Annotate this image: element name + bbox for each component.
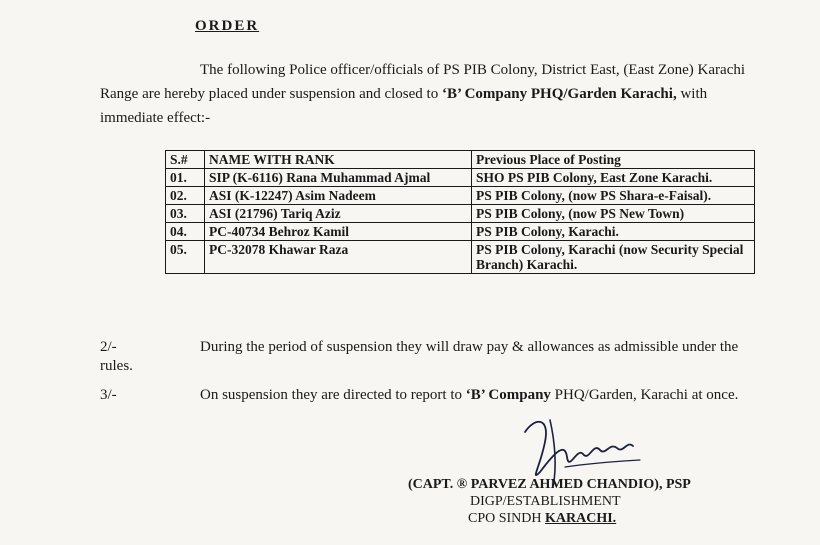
signatory-office	[468, 510, 800, 527]
signatory-name: (CAPT. ® PARVEZ AHMED CHANDIO), PSP	[408, 477, 691, 492]
cell-posting: PS PIB Colony, Karachi (now Security Special Branch) Karachi.	[472, 241, 755, 274]
header-name: NAME WITH RANK	[205, 151, 472, 169]
cell-name: PC-40734 Behroz Kamil	[205, 223, 472, 241]
cell-posting: PS PIB Colony, (now PS Shara-e-Faisal).	[472, 187, 755, 205]
cell-sn: 02.	[166, 187, 205, 205]
paragraph-3-number: 3/-	[100, 387, 117, 403]
paragraph-1-text-a: The following Police officer/officials of PS PIB Colony, District East, (East Zone) Karachi Range are hereby placed under suspension and closed to	[100, 62, 746, 102]
paragraph-1-text-c: with immediate effect:-	[100, 86, 708, 126]
paragraph-3	[100, 386, 765, 405]
signatory-designation: DIGP/ESTABLISHMENT	[470, 494, 621, 509]
cell-posting: SHO PS PIB Colony, East Zone Karachi.	[472, 169, 755, 187]
table-header-row	[166, 151, 755, 169]
table-row	[166, 241, 755, 274]
table-row	[166, 223, 755, 241]
signatory-office-b: KARACHI.	[545, 511, 617, 526]
cell-sn: 01.	[166, 169, 205, 187]
cell-name: ASI (21796) Tariq Aziz	[205, 205, 472, 223]
cell-sn: 03.	[166, 205, 205, 223]
cell-name: PC-32078 Khawar Raza	[205, 241, 472, 274]
cell-name: ASI (K-12247) Asim Nadeem	[205, 187, 472, 205]
signatory-office-a: CPO SINDH	[468, 511, 546, 526]
paragraph-2-text: During the period of suspension they will draw pay & allowances as admissible under the rules.	[100, 339, 739, 374]
paragraph-3-text-c: PHQ/Garden, Karachi at once.	[550, 387, 739, 403]
signature-block	[400, 476, 800, 527]
cell-posting: PS PIB Colony, Karachi.	[472, 223, 755, 241]
paragraph-2-number: 2/-	[100, 339, 117, 355]
cell-sn: 05.	[166, 241, 205, 274]
cell-name: SIP (K-6116) Rana Muhammad Ajmal	[205, 169, 472, 187]
table-row	[166, 205, 755, 223]
cell-sn: 04.	[166, 223, 205, 241]
header-sn: S.#	[166, 151, 205, 169]
table-row	[166, 187, 755, 205]
table-row	[166, 169, 755, 187]
officials-table	[165, 150, 755, 274]
cell-posting: PS PIB Colony, (now PS New Town)	[472, 205, 755, 223]
paragraph-2	[100, 338, 765, 376]
paragraph-1	[100, 58, 765, 130]
paragraph-3-bold: ‘B’ Company	[465, 387, 551, 403]
document-title: ORDER	[195, 18, 260, 34]
header-posting: Previous Place of Posting	[472, 151, 755, 169]
paragraph-1-bold: ‘B’ Company PHQ/Garden Karachi,	[441, 86, 677, 102]
paragraph-3-text-a: On suspension they are directed to report to	[200, 387, 466, 403]
